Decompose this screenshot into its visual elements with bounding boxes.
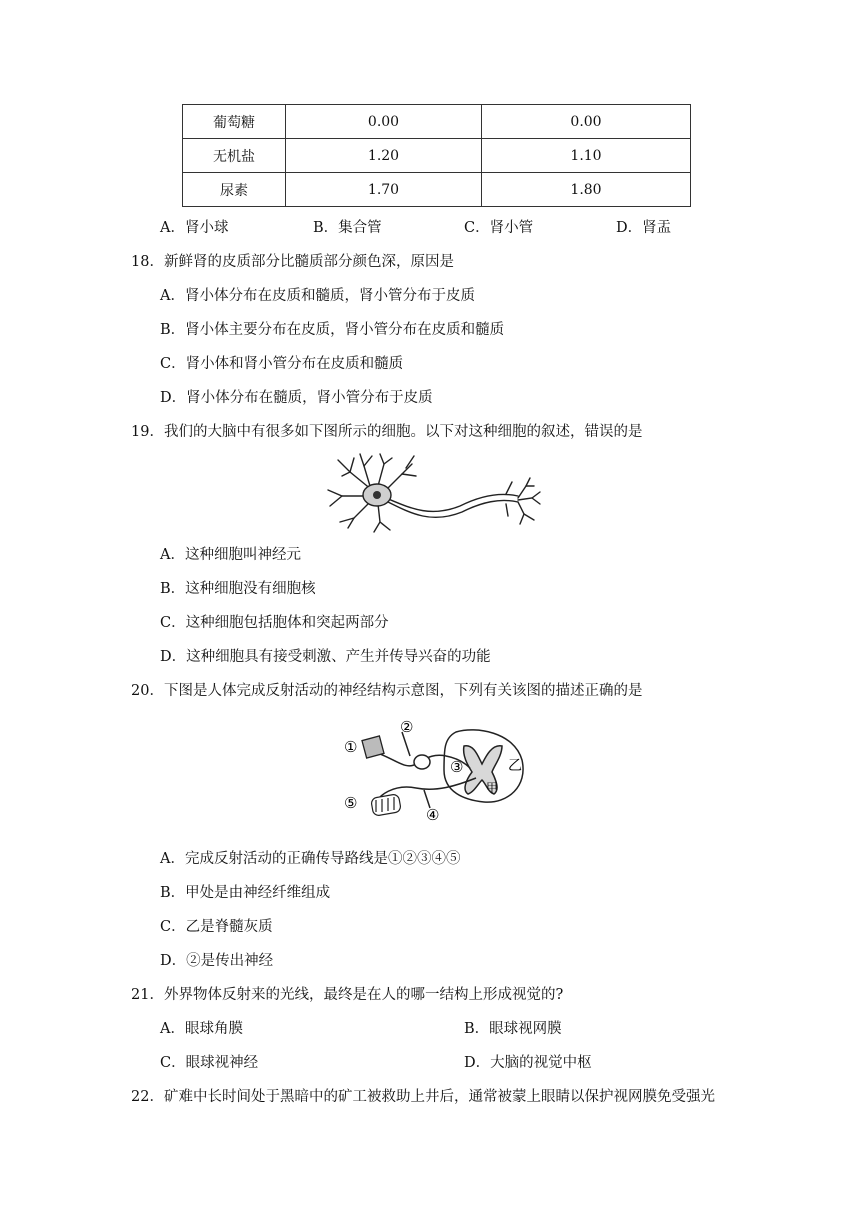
q20-option-c[interactable]: C．乙是脊髓灰质 xyxy=(160,919,273,935)
label-1: ① xyxy=(344,738,358,756)
table-cell: 葡萄糖 xyxy=(183,105,286,139)
table-cell: 无机盐 xyxy=(183,139,286,173)
table-cell: 1.20 xyxy=(286,139,482,173)
table-cell: 尿素 xyxy=(183,173,286,207)
q17-option-a[interactable]: A．肾小球 xyxy=(160,220,229,236)
q22-stem: 22．矿难中长时间处于黑暗中的矿工被救助上井后，通常被蒙上眼睛以保护视网膜免受强光 xyxy=(131,1089,715,1105)
q20-option-d[interactable]: D．②是传出神经 xyxy=(160,953,274,969)
q19-option-d[interactable]: D．这种细胞具有接受刺激、产生并传导兴奋的功能 xyxy=(160,649,491,665)
reflex-arc-figure xyxy=(336,716,536,826)
table-cell: 1.80 xyxy=(482,173,691,207)
q18-stem: 18．新鲜肾的皮质部分比髓质部分颜色深，原因是 xyxy=(131,254,454,270)
q21-option-b[interactable]: B．眼球视网膜 xyxy=(464,1021,562,1037)
q19-option-c[interactable]: C．这种细胞包括胞体和突起两部分 xyxy=(160,615,389,631)
table-cell: 0.00 xyxy=(286,105,482,139)
q17-option-b[interactable]: B．集合管 xyxy=(313,220,382,236)
data-table xyxy=(182,104,691,207)
q17-option-c[interactable]: C．肾小管 xyxy=(464,220,534,236)
label-5: ⑤ xyxy=(344,794,358,812)
table-row xyxy=(183,105,691,139)
table-cell: 1.70 xyxy=(286,173,482,207)
q20-stem: 20．下图是人体完成反射活动的神经结构示意图，下列有关该图的描述正确的是 xyxy=(131,683,643,699)
label-4: ④ xyxy=(426,806,440,824)
q18-option-b[interactable]: B．肾小体主要分布在皮质，肾小管分布在皮质和髓质 xyxy=(160,322,505,338)
label-yi: 乙 xyxy=(508,758,522,774)
q18-option-c[interactable]: C．肾小体和肾小管分布在皮质和髓质 xyxy=(160,356,404,372)
q21-stem: 21．外界物体反射来的光线，最终是在人的哪一结构上形成视觉的? xyxy=(131,987,564,1003)
label-jia: 甲 xyxy=(486,781,499,795)
q20-option-a[interactable]: A．完成反射活动的正确传导路线是①②③④⑤ xyxy=(160,851,461,867)
q19-option-b[interactable]: B．这种细胞没有细胞核 xyxy=(160,581,316,597)
q21-option-d[interactable]: D．大脑的视觉中枢 xyxy=(464,1055,592,1071)
q18-option-d[interactable]: D．肾小体分布在髓质，肾小管分布于皮质 xyxy=(160,390,433,406)
q19-stem: 19．我们的大脑中有很多如下图所示的细胞。以下对这种细胞的叙述，错误的是 xyxy=(131,424,643,440)
table-cell: 0.00 xyxy=(482,105,691,139)
q21-option-a[interactable]: A．眼球角膜 xyxy=(160,1021,243,1037)
table-cell: 1.10 xyxy=(482,139,691,173)
q19-option-a[interactable]: A．这种细胞叫神经元 xyxy=(160,547,301,563)
q17-option-d[interactable]: D．肾盂 xyxy=(616,220,672,236)
table-row xyxy=(183,139,691,173)
neuron-figure xyxy=(320,452,542,534)
q18-option-a[interactable]: A．肾小体分布在皮质和髓质，肾小管分布于皮质 xyxy=(160,288,475,304)
label-2: ② xyxy=(400,718,414,736)
table-row xyxy=(183,173,691,207)
q20-option-b[interactable]: B．甲处是由神经纤维组成 xyxy=(160,885,331,901)
label-3: ③ xyxy=(450,758,464,776)
q21-option-c[interactable]: C．眼球视神经 xyxy=(160,1055,259,1071)
